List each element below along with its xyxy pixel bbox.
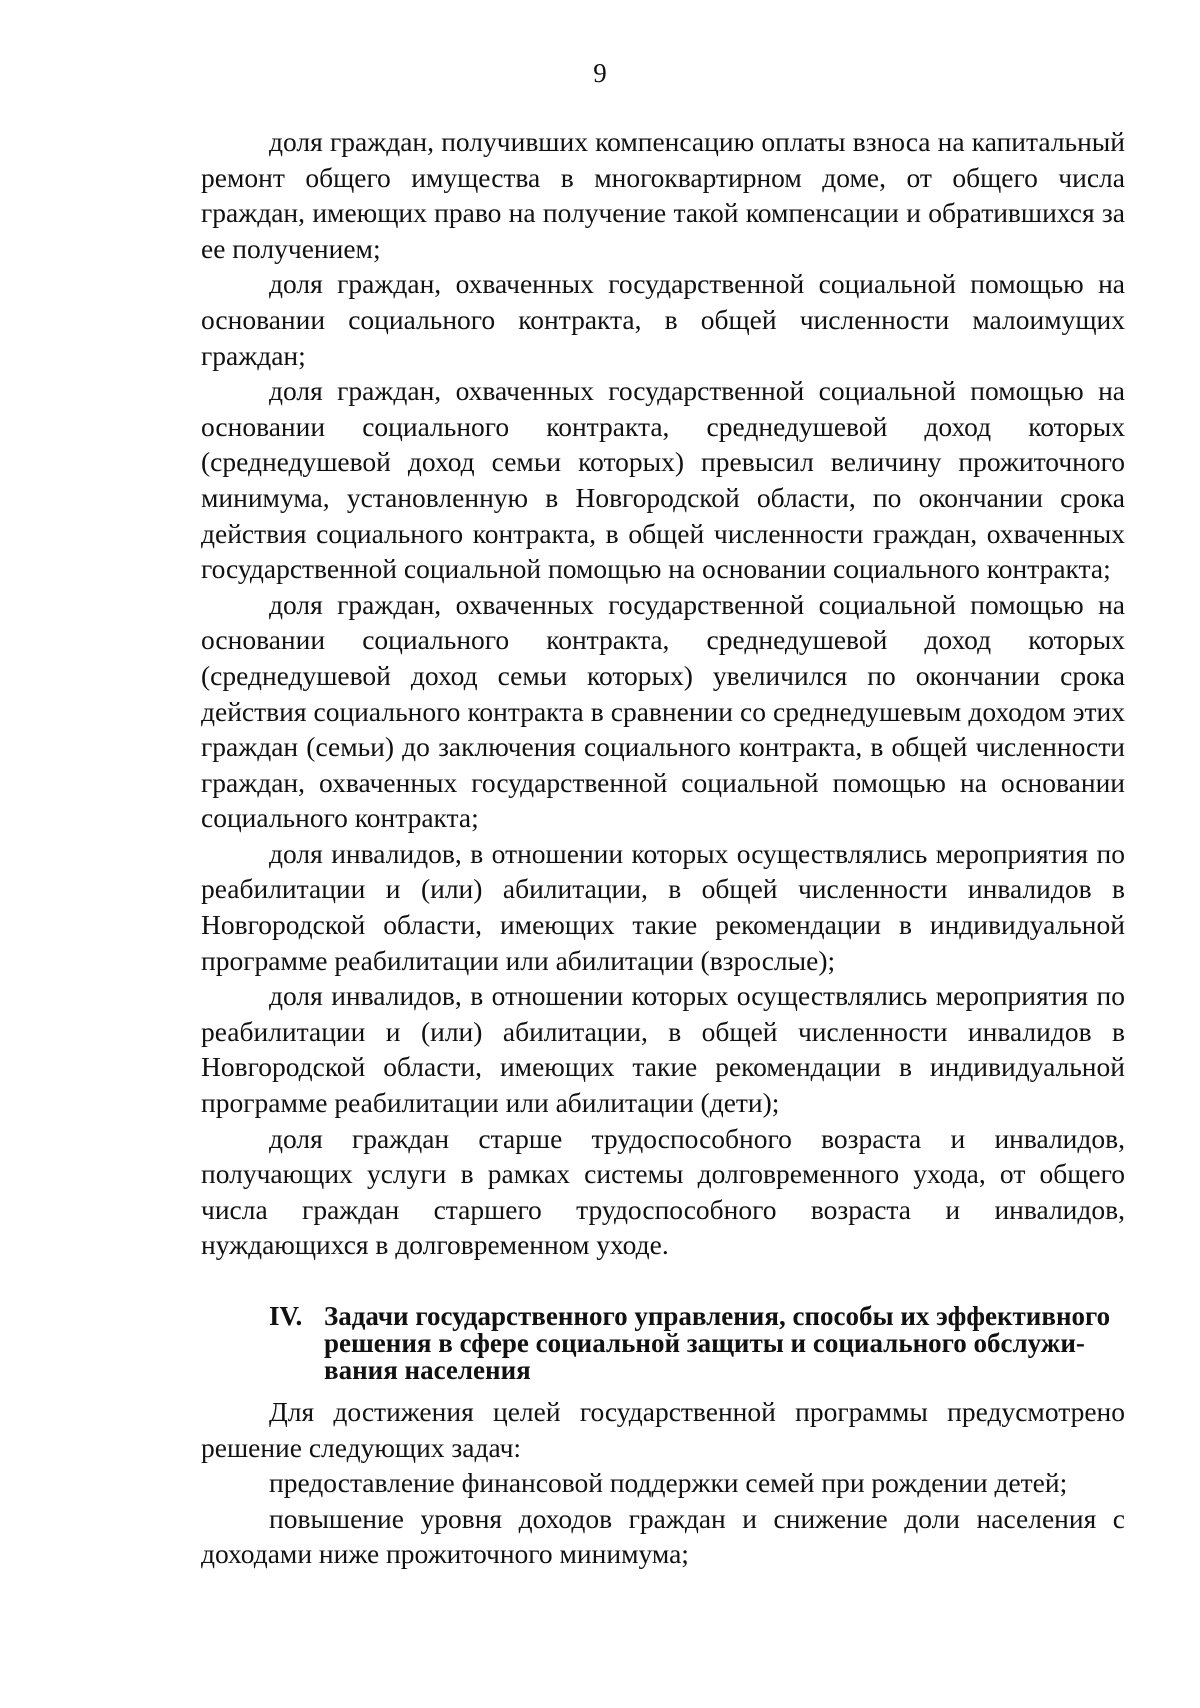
section-heading: [201, 1303, 1125, 1384]
paragraph-social-contract-coverage: доля граждан, охваченных государственной социальной помощью на основании социального контракта, в общей численности малоимущих граждан;: [201, 268, 1125, 371]
paragraph-capital-repair-compensation: доля граждан, получивших компенсацию оплаты взноса на капитальный ремонт общего имущества в многоквартирном доме, от общего числа граждан, имеющих право на получение такой компенсации и обратившихся за ее получением;: [201, 126, 1125, 264]
section-title-line-2: решения в сфере социальной защиты и социального обслужи-: [324, 1328, 1085, 1358]
section-heading-line-1: [269, 1303, 1125, 1330]
section-title-line-3: вания населения: [324, 1355, 531, 1385]
paragraph-tasks-intro: Для достижения целей государственной программы предусмотрено решение следующих задач:: [201, 1396, 1125, 1463]
paragraph-task-income-growth: повышение уровня доходов граждан и снижение доли населения с доходами ниже прожиточного минимума;: [201, 1502, 1125, 1570]
paragraph-disabled-rehabilitation-children: доля инвалидов, в отношении которых осуществлялись мероприятия по реабилитации и (или) абилитации, в общей численности инвалидов в Новгородской области, имеющих такие рекомендации в индивидуальной программе реабилитации или абилитации (дети);: [201, 980, 1125, 1119]
paragraph-social-contract-income-exceeded: доля граждан, охваченных государственной социальной помощью на основании социального контракта, среднедушевой доход которых (среднедушевой доход семьи которых) превысил величину прожиточного минимума, установленную в Новгородской области, по окончании срока действия социального контракта, в общей численности граждан, охваченных государственной социальной помощью на основании социального контракта;: [201, 375, 1125, 585]
section-number: IV.: [269, 1301, 303, 1331]
document-body: [201, 124, 1125, 1572]
paragraph-long-term-care: доля граждан старше трудоспособного возраста и инвалидов, получающих услуги в рамках системы долговременного ухода, от общего числа граждан старшего трудоспособного возраста и инвалидов, нуждающихся в долговременном уходе.: [201, 1122, 1125, 1261]
paragraph-task-family-support: предоставление финансовой поддержки семей при рождении детей;: [269, 1467, 1068, 1499]
page-number: 9: [593, 58, 607, 88]
paragraph-disabled-rehabilitation-adults: доля инвалидов, в отношении которых осуществлялись мероприятия по реабилитации и (или) абилитации, в общей численности инвалидов в Новгородской области, имеющих такие рекомендации в индивидуальной программе реабилитации или абилитации (взрослые);: [201, 837, 1125, 976]
section-title-line-1: Задачи государственного управления, способы их эффективного: [324, 1301, 1111, 1331]
paragraph-social-contract-income-increased: доля граждан, охваченных государственной социальной помощью на основании социального контракта, среднедушевой доход которых (среднедушевой доход семьи которых) увеличился по окончании срока действия социального контракта в сравнении со среднедушевым доходом этих граждан (семьи) до заключения социального контракта, в общей численности граждан, охваченных государственной социальной помощью на основании социального контракта;: [201, 588, 1125, 834]
